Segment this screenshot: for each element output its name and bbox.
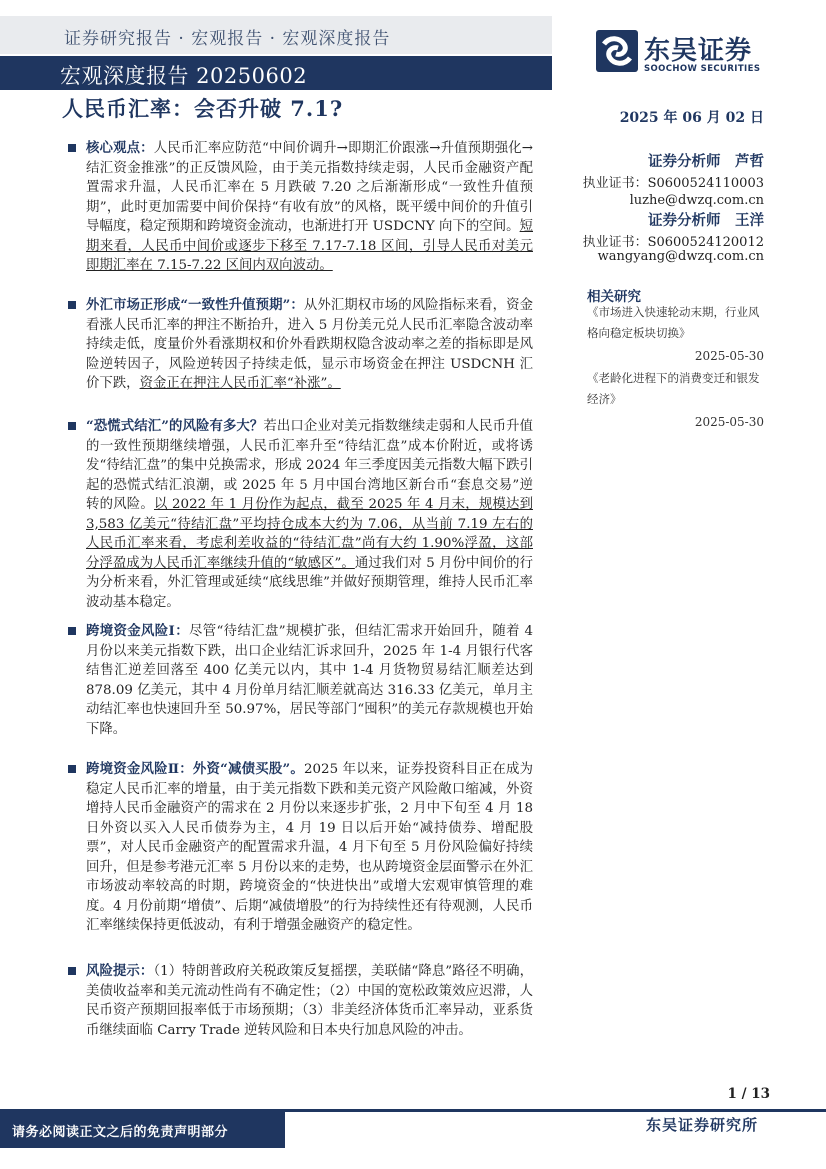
analyst-email[interactable]: wangyang@dwzq.com.cn [597,249,764,264]
bullet-icon [68,627,76,635]
core-view-paragraph [68,139,533,276]
analyst-name: 证券分析师 王洋 [648,212,764,229]
paragraph-text: 人民币汇率应防范“中间价调升→即期汇价跟涨→升值预期强化→结汇资金推涨”的正反馈风险，由于美元指数持续走弱，人民币金融资产配置需求升温，人民币汇率在 5 月跌破 7.20 之后渐渐形成“一致性升值预期”，此时更加需要中间价保持“有收有放”的风格，既平缓中间价的升值引导幅度，稳定预期和跨境资金流动，也渐进打开 USDCNY 向下的空间。 [86,141,534,234]
brand-name-en: SOOCHOW SECURITIES [644,64,761,74]
paragraph-key-text: 资金正在押注人民币汇率“补涨”。 [139,376,341,391]
brand-name: 东吴证券 [644,36,753,66]
breadcrumb: 证券研究报告 · 宏观报告 · 宏观深度报告 [64,29,391,49]
paragraph-key-text: 短期来看，人民币中间价或逐步下移至 7.17-7.18 区间，引导人民币对美元即期汇率在 7.15-7.22 区间内双向波动。 [86,219,533,273]
paragraph-text: 若出口企业对美元指数继续走弱和人民币升值的一致性预期继续增强，人民币汇率升至“待结汇盘”成本价附近，或将诱发“待结汇盘”的集中兑换需求，形成 2024 年三季度因美元指数大幅下跌引起的恐慌式结汇浪潮，或 2025 年 5 月中国台湾地区新台币“套息交易”逆转的风险。 [86,419,533,512]
bullet-icon [68,422,76,430]
paragraph-text: 尽管“待结汇盘”规模扩张，但结汇需求开始回升，随着 4 月份以来美元指数下跌，出口企业结汇诉求回升，2025 年 1-4 月银行代客结售汇逆差回落至 400 亿美元以内，其中 1-4 月货物贸易结汇顺差达到 878.09 亿美元，其中 4 月份单月结汇顺差就高达 316.33 亿美元，单月主动结汇率也快速回升至 50.97%，居民等部门“囤积”的美元存款规模也开始下降。 [86,624,533,737]
disclaimer-banner[interactable] [0,1112,285,1148]
report-type: 宏观深度报告 20250602 [60,64,308,88]
risk-warning-paragraph [68,962,533,1040]
cross-border-risk-1-paragraph [68,622,533,739]
related-research-date: 2025-05-30 [694,415,764,429]
analyst-email[interactable]: luzhe@dwzq.com.cn [629,193,764,208]
analyst-name: 证券分析师 芦哲 [648,153,764,170]
paragraph-heading: “恐慌式结汇”的风险有多大？ [86,418,264,434]
disclaimer-text: 请务必阅读正文之后的免责声明部分 [12,1125,229,1140]
page-title: 人民币汇率：会否升破 7.1? [62,96,344,121]
institute-name: 东吴证券研究所 [645,1116,758,1134]
report-type-banner [0,56,552,90]
paragraph-heading: 外汇市场正形成“一致性升值预期”： [86,297,304,313]
paragraph-tail-text: 通过我们对 5 月份中间价的行为分析来看，外汇管理或延续“底线思维”并做好预期管理，维持人民币汇率波动基本稳定。 [86,555,533,610]
bullet-icon [68,967,76,975]
related-research-item[interactable]: 《老龄化进程下的消费变迁和银发经济》 [587,371,760,406]
brand-logo [596,30,776,80]
page-number: 1 / 13 [727,1086,770,1102]
soochow-logo-icon [596,30,638,72]
panic-settlement-paragraph [68,417,533,612]
fx-market-paragraph [68,296,533,394]
report-date: 2025 年 06 月 02 日 [619,110,764,126]
bullet-icon [68,765,76,773]
paragraph-heading: 风险提示： [86,963,154,979]
paragraph-text: 从外汇期权市场的风险指标来看，资金看涨人民币汇率的押注不断抬升，进入 5 月份美元兑人民币汇率隐含波动率持续走低，度量价外看涨期权和价外看跌期权隐含波动率之差的指标即是风险逆转因子，风险逆转因子持续走低，显示市场资金在押注 USDCNH 汇价下跌， [86,298,533,391]
paragraph-text: 2025 年以来，证券投资科目正在成为稳定人民币汇率的增量，由于美元指数下跌和美元资产风险敞口缩减，外资增持人民币金融资产的需求在 2 月份以来逐步扩张，2 月中下旬至 4 月 18 日外资以买入人民币债券为主，4 月 19 日以后开始“减持债券、增配股票”，对人民币金融资产的配置需求升温，4 月下旬至 5 月份风险偏好持续回升，但是参考港元汇率 5 月份以来的走势，也从跨境资金层面警示在外汇市场波动率较高的时期，跨境资金的“快进快出”或增大宏观审慎管理的难度。4 月份前期“增债”、后期“减债增股”的行为持续性还有待观测，人民币汇率继续保持更低波动，有利于增强金融资产的稳定性。 [86,762,533,933]
paragraph-key-text: 以 2022 年 1 月份作为起点，截至 2025 年 4 月末，规模达到 3,583 亿美元“待结汇盘”平均持仓成本大约为 7.06，从当前 7.19 左右的人民币汇率来看，考虑利差收益的“待结汇盘”尚有大约 1.90%浮盈，这部分浮盈成为人民币汇率继续升值的“敏感区”。 [86,497,533,571]
related-research-item[interactable]: 《市场进入快速轮动末期，行业风格向稳定板块切换》 [587,305,760,340]
analyst-cert: 执业证书：S0600524110003 [582,176,764,191]
bullet-icon [68,144,76,152]
paragraph-heading: 跨境资金风险Ⅱ：外资“减债买股”。 [86,761,305,777]
paragraph-heading: 跨境资金风险Ⅰ： [86,623,189,639]
paragraph-heading: 核心观点： [86,140,154,156]
related-research-date: 2025-05-30 [694,349,764,363]
analyst-cert: 执业证书：S0600524120012 [582,235,764,250]
bullet-icon [68,301,76,309]
cross-border-risk-2-paragraph [68,760,533,936]
paragraph-text: （1）特朗普政府关税政策反复摇摆，美联储“降息”路径不明确，美债收益率和美元流动性尚有不确定性；（2）中国的宽松政策效应迟滞，人民币资产预期回报率低于市场预期；（3）非美经济体货币汇率异动，亚系货币继续面临 Carry Trade 逆转风险和日本央行加息风险的冲击。 [86,964,534,1038]
breadcrumb-banner [0,16,552,54]
related-research-title: 相关研究 [587,289,641,305]
